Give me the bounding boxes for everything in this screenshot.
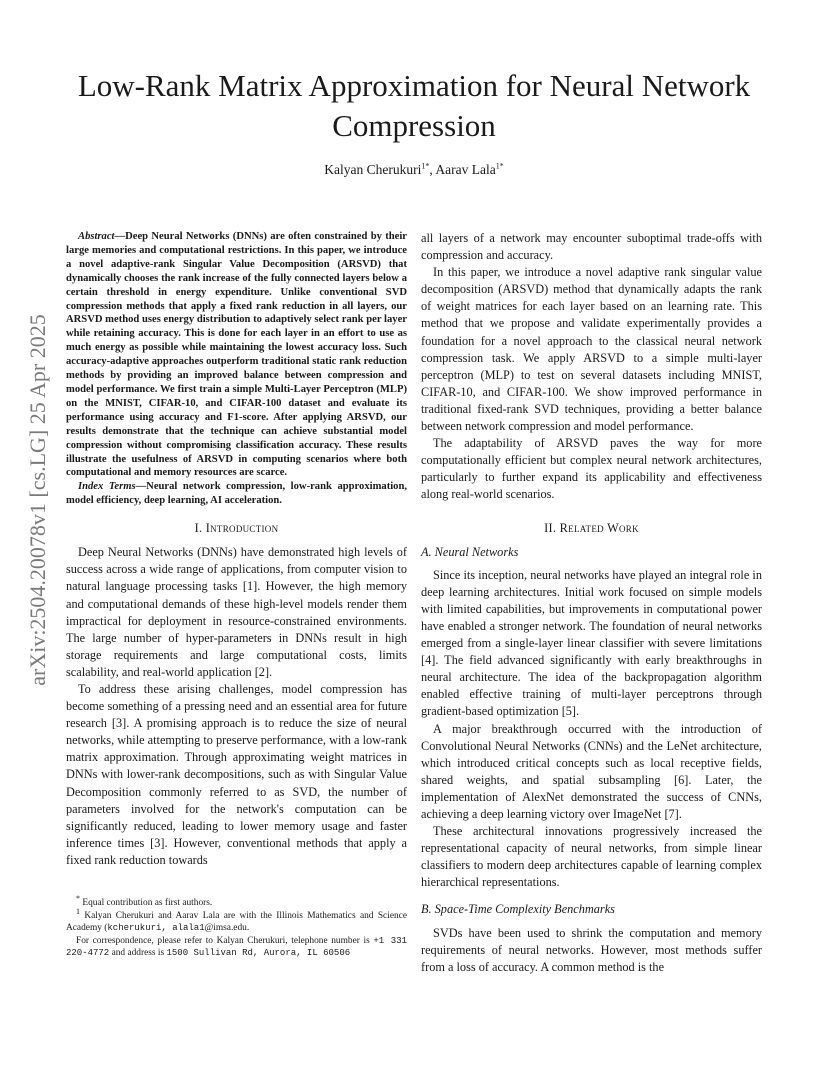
- author-separator: ,: [429, 162, 436, 177]
- intro-continued-paragraph: all layers of a network may encounter suboptimal trade-offs with compression and accuracy.: [421, 231, 762, 263]
- footnote-text: Kalyan Cherukuri and Aarav Lala are with the Illinois Mathematics and Science Academy (: [66, 910, 407, 933]
- footnote-mark: *: [76, 893, 80, 903]
- footnote-correspondence: [66, 935, 407, 960]
- author-line: [60, 160, 768, 180]
- author-affiliation-mark: 1*: [495, 161, 504, 171]
- section-number: I.: [194, 521, 206, 536]
- footnote-affiliation: [66, 906, 407, 935]
- footnote-equal-contribution: [66, 893, 407, 910]
- related-work-paragraph: SVDs have been used to shrink the computation and memory requirements of neural networks. However, most methods suffer from a loss of accuracy. A common method is the: [421, 925, 762, 974]
- footnote-text: Equal contribution as first authors.: [80, 898, 213, 908]
- footnote-mark: 1: [76, 906, 80, 916]
- right-column: [421, 230, 762, 976]
- section-heading-related-work: [421, 520, 762, 537]
- related-work-paragraph: These architectural innovations progressively increased the representational capacity of neural networks, from simple linear classifiers to modern deep architectures capable of learning complex hierarchical representations.: [421, 824, 762, 890]
- index-terms-label: Index Terms: [78, 481, 136, 493]
- index-terms-text: —Neural network compression, low-rank approximation, model efficiency, deep learning, AI acceleration.: [66, 481, 408, 507]
- abstract-text: —Deep Neural Networks (DNNs) are often constrained by their large memories and computational restrictions. In this paper, we introduce a novel adaptive-rank Singular Value Decomposition (ARSVD) that dynamically chooses the rank increase of the fully connected layers below a certain threshold in energy expenditure. Unlike conventional SVD compression methods that apply a fixed rank reduction in all layers, our ARSVD method uses energy distribution to adaptively select rank per layer while retaining accuracy. This is done for each layer in an effort to use as much energy as possible while maintaining the lowest accuracy loss. Such accuracy-adaptive approaches outperform traditional static rank reduction methods by providing an improved balance between compression and model performance. We first train a simple Multi-Layer Perceptron (MLP) on the MNIST, CIFAR-10, and CIFAR-100 dataset and evaluate its performance using accuracy and F1-score. After applying ARSVD, our results demonstrate that the technique can achieve substantial model compression without compromising classification accuracy. These results illustrate the usefulness of ARSVD in computing scenarios where both computational and memory resources are scarce.: [66, 231, 407, 479]
- abstract: [66, 230, 407, 480]
- footnote-phone: +1 331 220-4772: [66, 935, 408, 958]
- intro-paragraph: In this paper, we introduce a novel adaptive rank singular value decomposition (ARSVD) method that dynamically adapts the rank of weight matrices for each layer based on an learning rate. This method that we propose and validate experimentally provides a foundation for a novel approach to the classical neural network compression task. We apply ARSVD to a simple multi-layer perceptron (MLP) to test on several datasets including MNIST, CIFAR-10, and CIFAR-100. We show improved performance in traditional fixed-rank SVD techniques, providing a better balance between network compression and model performance.: [421, 265, 762, 434]
- section-heading-introduction: [66, 520, 407, 537]
- related-work-paragraph: Since its inception, neural networks have played an integral role in deep learning architectures. Initial work focused on simple models with limited capabilities, but improvements in computational power have enabled a stronger network. The foundation of neural networks emerged from a single-layer linear classifier with severe limitations [4]. The field advanced significantly with early breakthroughs in neural architecture. The idea of the backpropagation algorithm enabled effective training of multi-layer perceptrons through gradient-based optimization [5].: [421, 567, 762, 719]
- author-name: Aarav Lala: [435, 162, 496, 177]
- intro-paragraph: The adaptability of ARSVD paves the way for more computationally efficient but complex neural network architectures, particularly to further expand its applicability and effectiveness along real-world scenarios.: [421, 436, 762, 502]
- author-name: Kalyan Cherukuri: [324, 162, 422, 177]
- subsection-heading-complexity-benchmarks: B. Space-Time Complexity Benchmarks: [421, 902, 615, 917]
- footnote-text: For correspondence, please refer to Kalyan Cherukuri, telephone number is: [76, 935, 374, 946]
- footnote-address: 1500 Sullivan Rd, Aurora, IL 60506: [166, 948, 351, 958]
- section-name: Introduction: [205, 521, 279, 536]
- related-work-paragraph: A major breakthrough occurred with the introduction of Convolutional Neural Networks (CNNs) and the LeNet architecture, which introduced critical concepts such as local receptive fields, shared weights, and spatial subsampling [6]. Later, the implementation of AlexNet demonstrated the success of CNNs, achieving a deep learning victory over ImageNet [7].: [421, 721, 762, 821]
- author-affiliation-mark: 1*: [421, 161, 430, 171]
- index-terms: [66, 480, 407, 508]
- intro-paragraph: To address these arising challenges, model compression has become something of a pressing need and an essential area for future research [3]. A promising approach is to reduce the size of neural networks, while attempting to preserve performance, with a low-rank matrix approximation. Through approximating weight matrices in DNNs with lower-rank decompositions, such as with Singular Value Decomposition commonly referred to as SVD, the number of parameters involved for the network's computation can be significantly reduced, leading to lower memory usage and faster inference times [3]. However, conventional methods that apply a fixed rank reduction towards: [66, 681, 407, 867]
- arxiv-identifier: arXiv:2504.20078v1 [cs.LG] 25 Apr 2025: [25, 314, 50, 686]
- footnotes: [66, 893, 408, 960]
- footnote-text: @imsa.edu.: [204, 923, 250, 933]
- section-name: Related Work: [559, 520, 639, 535]
- subsection-heading-neural-networks: A. Neural Networks: [421, 544, 519, 559]
- paper-title: Low-Rank Matrix Approximation for Neural Network Compression: [77, 68, 751, 143]
- section-number: II.: [544, 520, 560, 535]
- left-column: [66, 230, 407, 869]
- abstract-label: Abstract: [78, 231, 115, 242]
- footnote-text: and address is: [109, 948, 167, 958]
- footnote-email: kcherukuri, alala1: [107, 923, 205, 933]
- intro-paragraph: Deep Neural Networks (DNNs) have demonstrated high levels of success across a wide range of applications, from computer vision to natural language processing tasks [1]. However, the high memory and computational demands of these high-level models render them impractical for deployment in resource-constrained environments. The large number of hyper-parameters in DNNs result in high storage requirements and large computational costs, limits scalability, and real-world application [2].: [66, 545, 407, 679]
